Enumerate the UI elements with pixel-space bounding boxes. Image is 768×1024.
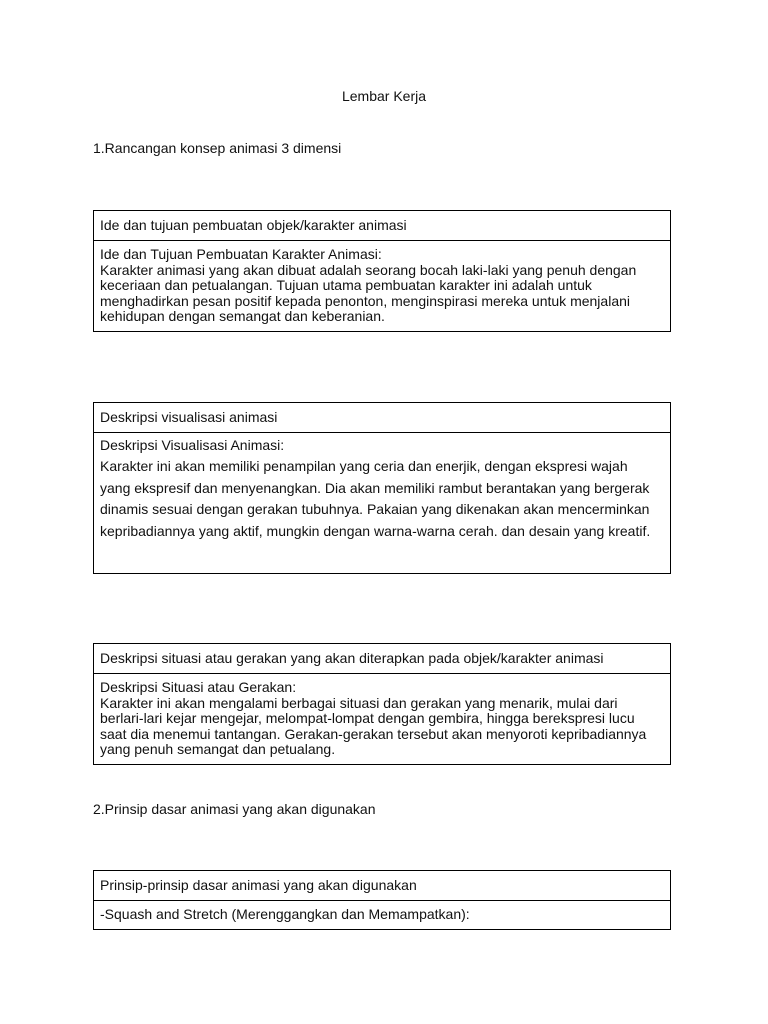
idea-purpose-header: Ide dan tujuan pembuatan objek/karakter animasi	[94, 211, 670, 241]
movement-title: Deskripsi Situasi atau Gerakan:	[100, 679, 297, 695]
movement-line: berlari-lari kejar mengejar, melompat-lompat dengan gembira, hingga berekspresi lucu	[100, 710, 635, 726]
page-title: Lembar Kerja	[341, 88, 427, 104]
movement-header: Deskripsi situasi atau gerakan yang akan diterapkan pada objek/karakter animasi	[94, 644, 670, 674]
principles-box	[93, 870, 671, 930]
principles-header: Prinsip-prinsip dasar animasi yang akan digunakan	[94, 871, 670, 901]
visualization-box	[93, 402, 671, 574]
movement-line: saat dia menemui tantangan. Gerakan-gerakan tersebut akan menyoroti kepribadiannya	[100, 725, 647, 742]
idea-purpose-title: Ide dan Tujuan Pembuatan Karakter Animasi:	[100, 246, 382, 262]
principles-body	[94, 901, 670, 929]
movement-box	[93, 643, 671, 765]
visualization-header: Deskripsi visualisasi animasi	[94, 403, 670, 433]
idea-purpose-line: menghadirkan pesan positif kepada penonton, menginspirasi mereka untuk menjalani	[100, 292, 630, 309]
visualization-line: dinamis sesuai dengan gerakan tubuhnya. Pakaian yang dikenakan akan mencerminkan	[100, 501, 650, 517]
visualization-title: Deskripsi Visualisasi Animasi:	[100, 437, 285, 453]
idea-purpose-box	[93, 210, 671, 332]
movement-body	[94, 674, 670, 764]
visualization-line: yang ekspresif dan menyenangkan. Dia akan memiliki rambut berantakan yang bergerak	[100, 479, 650, 496]
principles-title: -Squash and Stretch (Merenggangkan dan Memampatkan):	[100, 906, 470, 922]
idea-purpose-line: Karakter animasi yang akan dibuat adalah seorang bocah laki-laki yang penuh dengan	[100, 261, 637, 278]
movement-line: Karakter ini akan mengalami berbagai situasi dan gerakan yang menarik, mulai dari	[100, 694, 618, 711]
idea-purpose-body	[94, 241, 670, 331]
section-heading-2: 2.Prinsip dasar animasi yang akan digunakan	[93, 801, 376, 817]
visualization-line: Karakter ini akan memiliki penampilan yang ceria dan enerjik, dengan ekspresi wajah	[100, 458, 628, 474]
idea-purpose-line: kehidupan dengan semangat dan keberanian.	[100, 308, 385, 324]
idea-purpose-line: keceriaan dan petualangan. Tujuan utama pembuatan karakter ini adalah untuk	[100, 277, 592, 293]
section-heading-1: 1.Rancangan konsep animasi 3 dimensi	[93, 140, 342, 156]
movement-line: yang penuh semangat dan petualang.	[100, 741, 336, 757]
visualization-body	[94, 433, 670, 548]
visualization-line: kepribadiannya yang aktif, mungkin dengan warna-warna cerah. dan desain yang kreatif.	[100, 522, 651, 539]
